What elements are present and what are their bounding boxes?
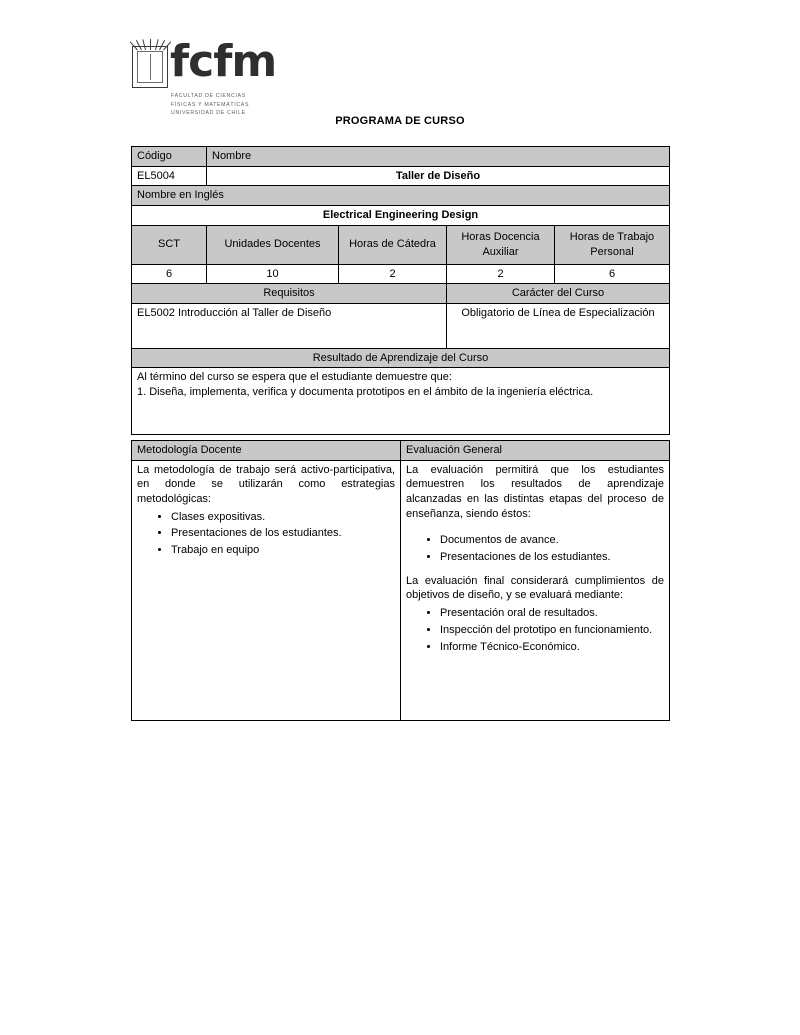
table-row xyxy=(132,147,670,167)
list-item: • Presentaciones de los estudiantes. xyxy=(171,526,395,541)
caracter-curso-value: Obligatorio de Línea de Especialización xyxy=(447,303,670,348)
table-row xyxy=(132,348,670,368)
logo-wordmark: fcfm xyxy=(170,36,277,87)
list-item: • Presentación oral de resultados. xyxy=(440,606,664,621)
value-horas-docencia-auxiliar: 2 xyxy=(447,264,555,284)
evaluacion-paragraph-1: La evaluación permitirá que los estudiantes demuestren los resultados de aprendizaje alcanzadas en las distintas etapas del proceso de enseñanza, siendo éstos: xyxy=(406,463,664,520)
metodologia-docente-header: Metodología Docente xyxy=(132,441,401,461)
list-item: • Inspección del prototipo en funcionamiento. xyxy=(440,623,664,638)
course-info-table xyxy=(131,146,670,435)
table-row xyxy=(132,368,670,435)
crest-inner-shape xyxy=(137,51,163,83)
table-row xyxy=(132,441,670,461)
methodology-evaluation-table xyxy=(131,440,670,721)
evaluacion-general-body xyxy=(401,460,670,720)
requisitos-header: Requisitos xyxy=(132,284,447,304)
list-item: • Clases expositivas. xyxy=(171,510,395,525)
table-row xyxy=(132,284,670,304)
page-title: PROGRAMA DE CURSO xyxy=(335,115,465,127)
crest-rays-icon xyxy=(135,38,165,50)
logo-subtitle-line-2: FÍSICAS Y MATEMÁTICAS xyxy=(171,101,250,108)
value-horas-trabajo-personal: 6 xyxy=(555,264,670,284)
resultado-aprendizaje-header: Resultado de Aprendizaje del Curso xyxy=(132,348,670,368)
nombre-ingles-header: Nombre en Inglés xyxy=(132,186,670,206)
faculty-logo xyxy=(132,36,277,118)
value-sct: 6 xyxy=(132,264,207,284)
column-header-unidades-docentes: Unidades Docentes xyxy=(207,225,339,264)
table-row xyxy=(132,460,670,720)
evaluacion-list-2 xyxy=(406,606,664,655)
codigo-header: Código xyxy=(132,147,207,167)
table-row xyxy=(132,186,670,206)
table-row xyxy=(132,166,670,186)
metodologia-docente-body xyxy=(132,460,401,720)
column-header-horas-trabajo-personal: Horas de Trabajo Personal xyxy=(555,225,670,264)
logo-subtitle-line-1: FACULTAD DE CIENCIAS xyxy=(171,93,246,99)
metodologia-list xyxy=(137,510,395,559)
nombre-value: Taller de Diseño xyxy=(207,166,670,186)
nombre-header: Nombre xyxy=(207,147,670,167)
list-item: • Documentos de avance. xyxy=(440,533,664,548)
evaluacion-paragraph-2: La evaluación final considerará cumplimientos de objetivos de diseño, y se evaluará mediante: xyxy=(406,574,664,602)
metodologia-intro: La metodología de trabajo será activo-participativa, en donde se utilizarán como estrategias metodológicas: xyxy=(137,463,395,505)
caracter-curso-header: Carácter del Curso xyxy=(447,284,670,304)
table-row xyxy=(132,264,670,284)
evaluacion-list-1 xyxy=(406,533,664,565)
requisitos-value: EL5002 Introducción al Taller de Diseño xyxy=(132,303,447,348)
list-item: • Trabajo en equipo xyxy=(171,543,395,558)
list-item: • Presentaciones de los estudiantes. xyxy=(440,550,664,565)
column-header-horas-docencia-auxiliar: Horas Docencia Auxiliar xyxy=(447,225,555,264)
resultado-intro: Al término del curso se espera que el estudiante demuestre que: xyxy=(137,371,452,384)
value-unidades-docentes: 10 xyxy=(207,264,339,284)
value-horas-catedra: 2 xyxy=(339,264,447,284)
table-row xyxy=(132,225,670,264)
column-header-sct: SCT xyxy=(132,225,207,264)
codigo-value: EL5004 xyxy=(132,166,207,186)
table-row xyxy=(132,303,670,348)
resultado-item-1: 1. Diseña, implementa, verifica y documenta prototipos en el ámbito de la ingeniería eléctrica. xyxy=(137,386,594,398)
resultado-aprendizaje-body xyxy=(132,368,670,435)
logo-subtitle xyxy=(171,92,249,118)
evaluacion-general-header: Evaluación General xyxy=(401,441,670,461)
university-crest-icon xyxy=(132,46,168,88)
table-row xyxy=(132,205,670,225)
column-header-horas-catedra: Horas de Cátedra xyxy=(339,225,447,264)
logo-subtitle-line-3: UNIVERSIDAD DE CHILE xyxy=(171,110,246,117)
nombre-ingles-value: Electrical Engineering Design xyxy=(132,205,670,225)
list-item: • Informe Técnico-Económico. xyxy=(440,640,664,655)
